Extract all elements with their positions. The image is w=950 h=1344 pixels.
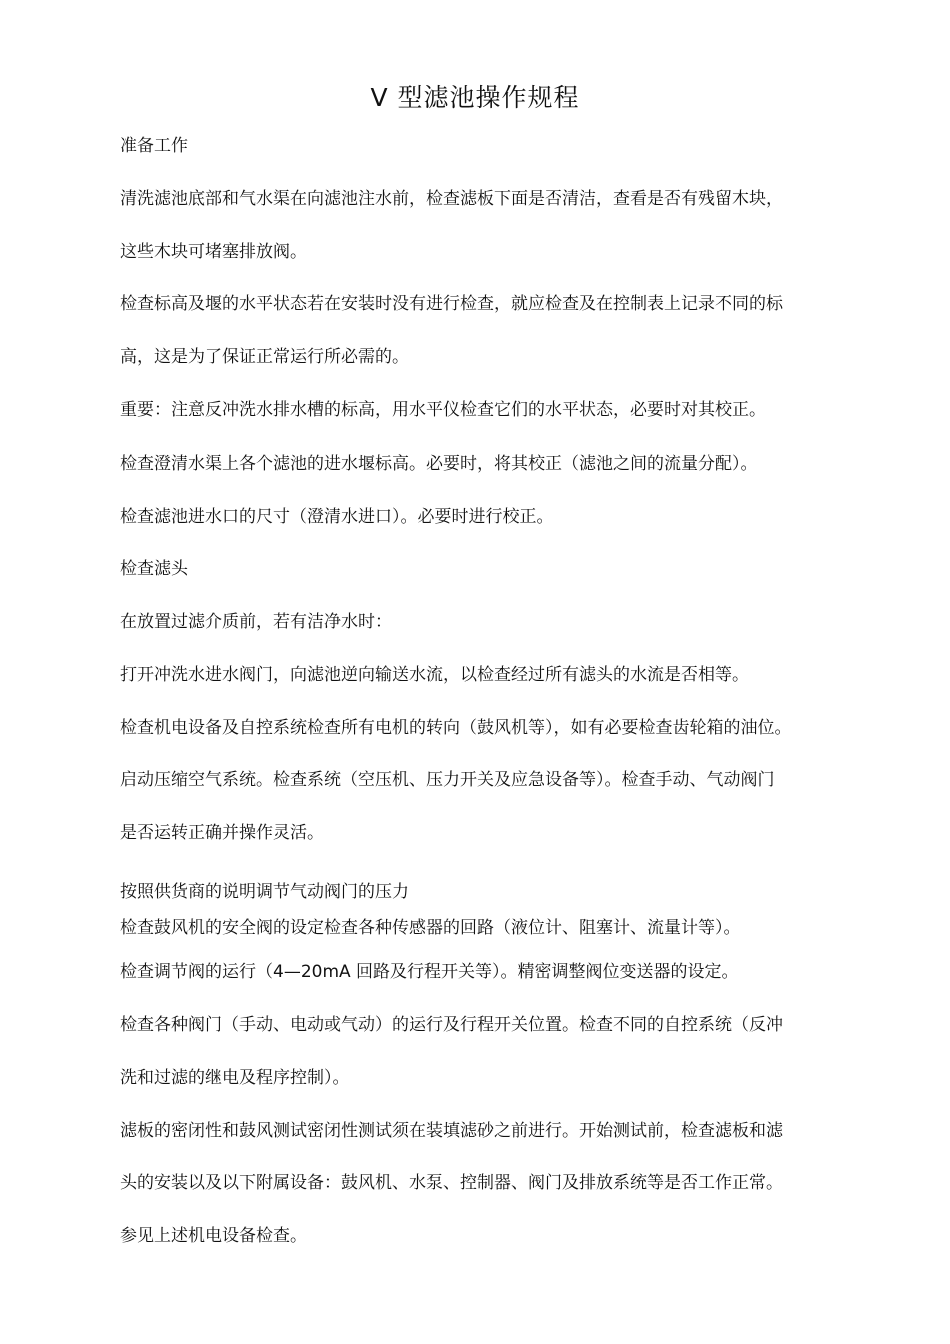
document-title: V 型滤池操作规程 bbox=[370, 83, 580, 112]
paragraph-line: 打开冲洗水进水阀门，向滤池逆向输送水流，以检查经过所有滤头的水流是否相等。 bbox=[120, 665, 749, 685]
paragraph-line: 启动压缩空气系统。检查系统（空压机、压力开关及应急设备等）。检查手动、气动阀门 bbox=[120, 770, 775, 790]
paragraph-line: 头的安装以及以下附属设备：鼓风机、水泵、控制器、阀门及排放系统等是否工作正常。 bbox=[120, 1173, 783, 1193]
paragraph-line: 检查澄清水渠上各个滤池的进水堰标高。必要时，将其校正（滤池之间的流量分配）。 bbox=[120, 454, 758, 474]
paragraph-line: 检查标高及堰的水平状态若在安装时没有进行检查，就应检查及在控制表上记录不同的标 bbox=[120, 294, 783, 314]
paragraph-line: 按照供货商的说明调节气动阀门的压力 bbox=[120, 882, 409, 902]
paragraph-line: 是否运转正确并操作灵活。 bbox=[120, 823, 324, 843]
paragraph-line: 在放置过滤介质前，若有洁净水时： bbox=[120, 612, 392, 632]
paragraph-line: 滤板的密闭性和鼓风测试密闭性测试须在装填滤砂之前进行。开始测试前，检查滤板和滤 bbox=[120, 1121, 783, 1141]
paragraph-line: 高，这是为了保证正常运行所必需的。 bbox=[120, 347, 409, 367]
paragraph-line: 检查调节阀的运行（4—20mA 回路及行程开关等）。精密调整阀位变送器的设定。 bbox=[120, 962, 739, 982]
paragraph-line: 检查鼓风机的安全阀的设定检查各种传感器的回路（液位计、阻塞计、流量计等）。 bbox=[120, 918, 741, 938]
paragraph-line: 清洗滤池底部和气水渠在向滤池注水前，检查滤板下面是否清洁，查看是否有残留木块， bbox=[120, 189, 783, 209]
section-heading-preparation: 准备工作 bbox=[120, 136, 188, 156]
paragraph-line: 洗和过滤的继电及程序控制）。 bbox=[120, 1068, 350, 1088]
section-heading-filter-heads: 检查滤头 bbox=[120, 559, 188, 579]
paragraph-line: 检查各种阀门（手动、电动或气动）的运行及行程开关位置。检查不同的自控系统（反冲 bbox=[120, 1015, 783, 1035]
paragraph-line: 参见上述机电设备检查。 bbox=[120, 1226, 307, 1246]
paragraph-line: 这些木块可堵塞排放阀。 bbox=[120, 242, 307, 262]
paragraph-line: 重要：注意反冲洗水排水槽的标高，用水平仪检查它们的水平状态，必要时对其校正。 bbox=[120, 400, 766, 420]
paragraph-line: 检查滤池进水口的尺寸（澄清水进口）。必要时进行校正。 bbox=[120, 507, 554, 527]
paragraph-line: 检查机电设备及自控系统检查所有电机的转向（鼓风机等），如有必要检查齿轮箱的油位。 bbox=[120, 718, 792, 738]
